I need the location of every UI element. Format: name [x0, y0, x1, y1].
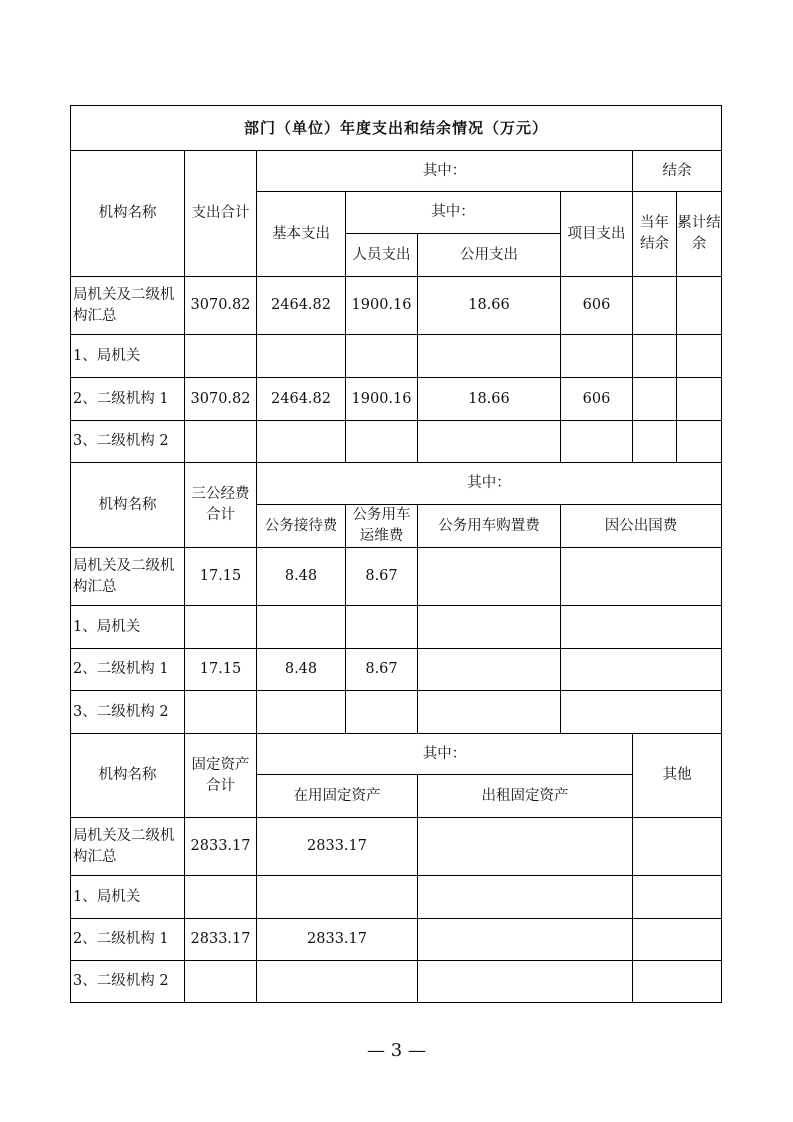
- cell-total: [185, 876, 257, 919]
- table-row: [71, 421, 722, 463]
- row-name: 3、二级机构 2: [71, 421, 185, 463]
- header-among-sub: 其中：: [346, 192, 561, 234]
- header-org-name: 机构名称: [71, 151, 185, 277]
- report-page: [70, 105, 722, 1003]
- header-among: 其中：: [257, 463, 722, 505]
- cell-leased: [418, 818, 633, 876]
- header-org-name: 机构名称: [71, 734, 185, 818]
- cell-abroad: [561, 606, 722, 649]
- cell-public: 18.66: [418, 378, 561, 421]
- cell-in-use: 2833.17: [257, 818, 418, 876]
- row-name: 1、局机关: [71, 606, 185, 649]
- header-among: 其中：: [257, 151, 633, 192]
- cell-total: [185, 421, 257, 463]
- cell-leased: [418, 876, 633, 919]
- cell-project: [561, 335, 633, 378]
- row-name: 3、二级机构 2: [71, 961, 185, 1003]
- header-cumulative-balance: 累计结余: [677, 192, 722, 277]
- row-name: 局机关及二级机构汇总: [71, 277, 185, 335]
- cell-leased: [418, 961, 633, 1003]
- header-balance: 结余: [633, 151, 722, 192]
- expense-balance-table: [70, 105, 722, 1003]
- table-row: [71, 335, 722, 378]
- cell-vehicle-maint: [346, 606, 418, 649]
- cell-in-use: [257, 961, 418, 1003]
- cell-total: 2833.17: [185, 919, 257, 961]
- cell-basic: 2464.82: [257, 378, 346, 421]
- header-year-balance: 当年结余: [633, 192, 677, 277]
- cell-in-use: 2833.17: [257, 919, 418, 961]
- cell-reception: [257, 691, 346, 734]
- cell-reception: 8.48: [257, 649, 346, 691]
- cell-vehicle-purchase: [418, 548, 561, 606]
- cell-abroad: [561, 649, 722, 691]
- header-vehicle-purchase: 公务用车购置费: [418, 505, 561, 548]
- table-row: [71, 818, 722, 876]
- header-leased-assets: 出租固定资产: [418, 775, 633, 818]
- header-other: 其他: [633, 734, 722, 818]
- row-name: 1、局机关: [71, 335, 185, 378]
- row-name: 2、二级机构 1: [71, 378, 185, 421]
- cell-vehicle-purchase: [418, 691, 561, 734]
- cell-year-balance: [633, 421, 677, 463]
- cell-project: [561, 421, 633, 463]
- cell-year-balance: [633, 335, 677, 378]
- row-name: 3、二级机构 2: [71, 691, 185, 734]
- cell-abroad: [561, 691, 722, 734]
- cell-total: [185, 691, 257, 734]
- cell-project: 606: [561, 378, 633, 421]
- cell-total: [185, 335, 257, 378]
- cell-total: 3070.82: [185, 378, 257, 421]
- cell-other: [633, 919, 722, 961]
- cell-other: [633, 961, 722, 1003]
- table-row: [71, 691, 722, 734]
- cell-public: [418, 421, 561, 463]
- cell-total: 2833.17: [185, 818, 257, 876]
- cell-total: 17.15: [185, 649, 257, 691]
- cell-basic: [257, 335, 346, 378]
- table-row: [71, 649, 722, 691]
- header-public-expense: 公用支出: [418, 234, 561, 277]
- cell-vehicle-maint: 8.67: [346, 548, 418, 606]
- table-row: [71, 876, 722, 919]
- cell-other: [633, 876, 722, 919]
- cell-total: 3070.82: [185, 277, 257, 335]
- cell-abroad: [561, 548, 722, 606]
- cell-vehicle-purchase: [418, 649, 561, 691]
- cell-cumulative-balance: [677, 378, 722, 421]
- row-name: 局机关及二级机构汇总: [71, 818, 185, 876]
- table-row: [71, 606, 722, 649]
- cell-total: 17.15: [185, 548, 257, 606]
- cell-cumulative-balance: [677, 421, 722, 463]
- header-basic-expense: 基本支出: [257, 192, 346, 277]
- header-in-use-assets: 在用固定资产: [257, 775, 418, 818]
- cell-personnel: 1900.16: [346, 378, 418, 421]
- cell-year-balance: [633, 277, 677, 335]
- row-name: 局机关及二级机构汇总: [71, 548, 185, 606]
- cell-basic: [257, 421, 346, 463]
- header-total-expense: 支出合计: [185, 151, 257, 277]
- cell-year-balance: [633, 378, 677, 421]
- header-reception: 公务接待费: [257, 505, 346, 548]
- cell-vehicle-purchase: [418, 606, 561, 649]
- cell-vehicle-maint: 8.67: [346, 649, 418, 691]
- table-row: [71, 548, 722, 606]
- cell-project: 606: [561, 277, 633, 335]
- row-name: 1、局机关: [71, 876, 185, 919]
- table-row: [71, 277, 722, 335]
- cell-in-use: [257, 876, 418, 919]
- header-fixed-assets-total: 固定资产合计: [185, 734, 257, 818]
- cell-total: [185, 606, 257, 649]
- cell-total: [185, 961, 257, 1003]
- cell-cumulative-balance: [677, 335, 722, 378]
- cell-personnel: 1900.16: [346, 277, 418, 335]
- cell-cumulative-balance: [677, 277, 722, 335]
- table-row: [71, 378, 722, 421]
- cell-personnel: [346, 335, 418, 378]
- cell-basic: 2464.82: [257, 277, 346, 335]
- table-row: [71, 919, 722, 961]
- row-name: 2、二级机构 1: [71, 919, 185, 961]
- header-three-public-total: 三公经费合计: [185, 463, 257, 548]
- header-among: 其中：: [257, 734, 633, 775]
- cell-personnel: [346, 421, 418, 463]
- cell-public: 18.66: [418, 277, 561, 335]
- header-personnel-expense: 人员支出: [346, 234, 418, 277]
- cell-other: [633, 818, 722, 876]
- page-number: — 3 —: [367, 1040, 426, 1061]
- cell-public: [418, 335, 561, 378]
- cell-reception: [257, 606, 346, 649]
- table-row: [71, 961, 722, 1003]
- header-abroad: 因公出国费: [561, 505, 722, 548]
- header-vehicle-maint: 公务用车运维费: [346, 505, 418, 548]
- header-project-expense: 项目支出: [561, 192, 633, 277]
- table-title: 部门（单位）年度支出和结余情况（万元）: [71, 106, 722, 151]
- header-org-name: 机构名称: [71, 463, 185, 548]
- cell-vehicle-maint: [346, 691, 418, 734]
- cell-leased: [418, 919, 633, 961]
- cell-reception: 8.48: [257, 548, 346, 606]
- row-name: 2、二级机构 1: [71, 649, 185, 691]
